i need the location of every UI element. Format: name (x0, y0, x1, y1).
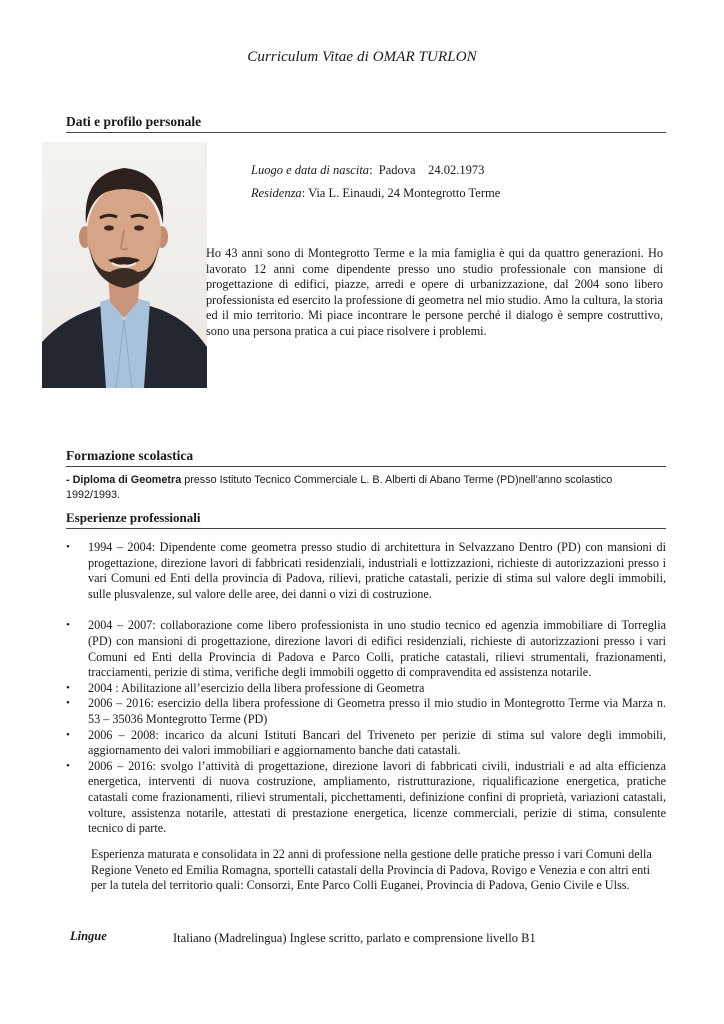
birth-date: 24.02.1973 (428, 163, 485, 177)
bullet-icon: • (66, 619, 70, 632)
birth-label: Luogo e data di nascita (251, 163, 370, 177)
education-degree: Diploma di Geometra (72, 474, 182, 486)
experience-item (66, 540, 666, 602)
experience-item-text: 2006 – 2016: esercizio della libera professione di Geometra presso il mio studio in Montegrotto Terme via Marza n. 53 – 35036 Montegrotto Terme (PD) (88, 696, 666, 726)
experience-item (66, 696, 666, 727)
education-prefix: - (66, 474, 73, 486)
profile-photo (42, 142, 207, 388)
languages-label: Lingue (70, 929, 107, 943)
experience-item-text: 2006 – 2016: svolgo l’attività di progettazione, direzione lavori di fabbricati civili, industriali e ad alta efficienza energetica, interventi di nuova costruzione, ampliamento, ristrutturazione, riqualificazione energetica, pratiche catastali come frazionamenti, rilievi strumentali, picchettamenti, definizione confini di proprietà, variazioni catastali, volture, assistenza notarile, attestati di prestazione energetica, licenze commerciali, perizie di stima, consulente tecnico di parte. (88, 758, 666, 836)
residence-label: Residenza (251, 186, 302, 200)
bullet-icon: • (66, 697, 70, 710)
experience-item (66, 618, 666, 680)
bullet-icon: • (66, 728, 70, 741)
document-title: Curriculum Vitae di OMAR TURLON (247, 49, 477, 65)
bullet-icon: • (66, 681, 70, 694)
education-entry (66, 473, 666, 503)
residence-value: Via L. Einaudi, 24 Montegrotto Terme (308, 186, 501, 200)
experience-item-text: 1994 – 2004: Dipendente come geometra presso studio di architettura in Selvazzano Dentro (PD) con mansioni di progettazione, direzione lavori di fabbricati residenziali, industriali e lottizzazioni, richieste di autorizzazioni presso i vari Comuni ed Enti della provincia di Padova, rilievi, pratiche catastali, perizie di stima sul valore degli immobili, sulle plusvalenze, sul valore delle aree, dei danni o vizi di costruzione. (88, 540, 666, 601)
experience-item (66, 728, 666, 759)
languages-value: Italiano (Madrelingua) Inglese scritto, parlato e comprensione livello B1 (173, 931, 536, 945)
experience-summary: Esperienza maturata e consolidata in 22 anni di professione nella gestione delle pratiche presso i vari Comuni della Regione Veneto ed Emilia Romagna, sportelli catastali della Provincia di Padova, Rovigo e Venezia e con altri enti per la tutela del territorio quali: Consorzi, Ente Parco Colli Euganei, Provincia di Padova, Genio Civile e Ulss. (91, 847, 652, 893)
education-detail: presso Istituto Tecnico Commerciale L. B. Alberti di Abano Terme (PD)nell’anno scolastico 1992/1993. (66, 474, 613, 501)
experience-item (66, 681, 666, 697)
experience-item-text: 2004 – 2007: collaborazione come libero professionista in uno studio tecnico ed agenzia immobiliare di Torreglia (PD) con mansioni di progettazione, direzione lavori di edifici residenziali, richieste di autorizzazioni presso i vari Comuni ed Enti della Provincia di Padova e Parco Colli, pratiche catastali, rilievi strumentali, frazionamenti, tracciamenti, perizie di stima, verifiche degli immobili oggetto di compravendita ed assistenza notarile. (88, 618, 666, 680)
birth-info: Luogo e data di nascita: Padova 24.02.1973 (251, 163, 485, 177)
experience-list (66, 540, 666, 837)
residence-info: Residenza: Via L. Einaudi, 24 Montegrotto Terme (251, 186, 501, 200)
experience-item (66, 759, 666, 837)
bullet-icon: • (66, 759, 70, 772)
bullet-icon: • (66, 541, 70, 553)
profile-intro: Ho 43 anni sono di Montegrotto Terme e la mia famiglia è qui da quattro generazioni. Ho lavorato 12 anni come dipendente presso uno studio professionale con mansione di progettazione di edifici, piazze, arredi e opere di urbanizzazione, dal 2004 sono libero professionista ed esercito la professione di geometra nel mio studio. Amo la cultura, la storia ed il mio territorio. Mi piace incontrare le persone perché il dialogo è sempre costruttivo, sono una persona pratica a cui piace risolvere i problemi. (206, 246, 663, 338)
section-heading-experience: Esperienze professionali (66, 510, 666, 529)
section-heading-profile: Dati e profilo personale (66, 114, 666, 133)
section-heading-education: Formazione scolastica (66, 448, 666, 467)
birth-place: Padova (378, 163, 416, 177)
experience-item-text: 2004 : Abilitazione all’esercizio della libera professione di Geometra (88, 680, 425, 695)
experience-item-text: 2006 – 2008: incarico da alcuni Istituti Bancari del Triveneto per perizie di stima sul valore degli immobili, aggiornamento dei valori immobiliari e aggiornamento banche dati catastali. (88, 727, 666, 758)
